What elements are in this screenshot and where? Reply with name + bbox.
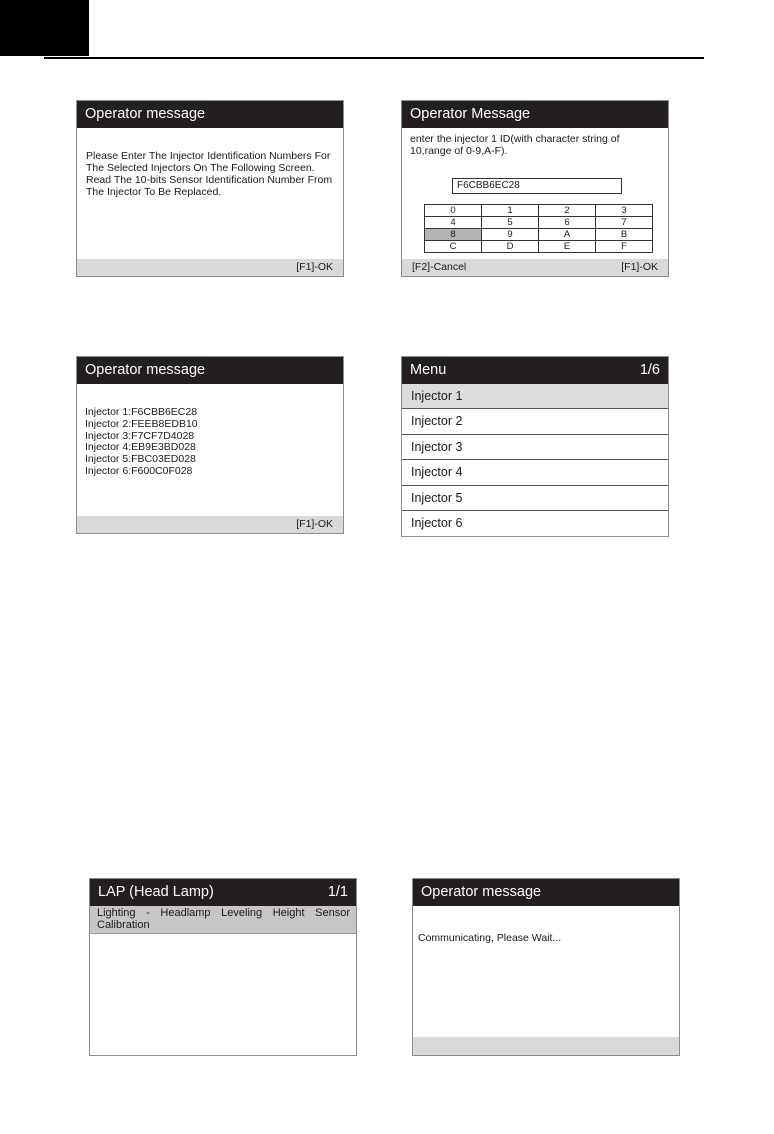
key-c[interactable]: C bbox=[425, 241, 482, 253]
footer-bar bbox=[402, 259, 668, 276]
screen-title: Operator message bbox=[85, 106, 206, 122]
screen-injector-menu bbox=[401, 356, 669, 537]
ok-button[interactable]: [F1]-OK bbox=[296, 261, 333, 273]
menu-item-injector-5[interactable]: Injector 5 bbox=[402, 486, 668, 511]
footer-bar bbox=[77, 516, 343, 533]
page-indicator: 1/6 bbox=[639, 362, 660, 378]
screen-title: Operator message bbox=[85, 362, 206, 378]
prompt-message bbox=[410, 133, 660, 157]
key-4[interactable]: 4 bbox=[425, 217, 482, 229]
title-bar bbox=[90, 879, 356, 906]
screen-communicating bbox=[412, 878, 680, 1056]
key-9[interactable]: 9 bbox=[482, 229, 539, 241]
page-corner-tab bbox=[0, 0, 89, 56]
key-5[interactable]: 5 bbox=[482, 217, 539, 229]
key-1[interactable]: 1 bbox=[482, 205, 539, 217]
key-3[interactable]: 3 bbox=[596, 205, 653, 217]
injector-id-line: Injector 3:F7CF7D4028 bbox=[85, 429, 195, 442]
key-f[interactable]: F bbox=[596, 241, 653, 253]
key-2[interactable]: 2 bbox=[539, 205, 596, 217]
injector-id-line: Injector 5:FBC03ED028 bbox=[85, 453, 196, 466]
key-8-selected[interactable]: 8 bbox=[425, 229, 482, 241]
screen-title: Menu bbox=[410, 362, 447, 378]
key-0[interactable]: 0 bbox=[425, 205, 482, 217]
title-bar bbox=[413, 879, 679, 906]
injector-id-input[interactable]: F6CBB6EC28 bbox=[452, 178, 622, 194]
prompt-line: enter the injector 1 ID(with character string of bbox=[410, 133, 620, 145]
ok-button[interactable]: [F1]-OK bbox=[621, 261, 658, 273]
footer-bar bbox=[413, 1037, 679, 1055]
injector-id-line: Injector 2:FEEB8EDB10 bbox=[85, 417, 198, 430]
title-bar bbox=[77, 357, 343, 384]
hex-keypad bbox=[424, 204, 653, 253]
message-line: Please Enter The Injector Identification Numbers For bbox=[86, 150, 331, 162]
footer-bar bbox=[77, 259, 343, 276]
menu-item-injector-3[interactable]: Injector 3 bbox=[402, 435, 668, 460]
injector-id-list bbox=[85, 407, 198, 478]
message-line: The Selected Injectors On The Following Screen. bbox=[86, 162, 315, 174]
injector-id-line: Injector 1:F6CBB6EC28 bbox=[85, 406, 198, 418]
key-b[interactable]: B bbox=[596, 229, 653, 241]
screen-head-lamp-menu bbox=[89, 878, 357, 1056]
header-rule bbox=[44, 57, 704, 59]
status-message: Communicating, Please Wait... bbox=[418, 932, 562, 944]
title-bar bbox=[402, 357, 668, 384]
key-e[interactable]: E bbox=[539, 241, 596, 253]
cancel-button[interactable]: [F2]-Cancel bbox=[412, 261, 467, 273]
menu-item-injector-4[interactable]: Injector 4 bbox=[402, 460, 668, 485]
key-a[interactable]: A bbox=[539, 229, 596, 241]
screen-injector-id-summary bbox=[76, 356, 344, 534]
menu-item-headlamp-calibration[interactable]: Lighting - Headlamp Leveling Height Sensor Calibration bbox=[90, 906, 356, 934]
screen-title: LAP (Head Lamp) bbox=[98, 884, 214, 900]
menu-item-injector-2[interactable]: Injector 2 bbox=[402, 409, 668, 434]
title-bar bbox=[402, 101, 668, 128]
injector-id-line: Injector 6:F600C0F028 bbox=[85, 464, 193, 477]
injector-id-line: Injector 4:EB9E3BD028 bbox=[85, 441, 196, 454]
screen-title: Operator message bbox=[421, 884, 542, 900]
key-6[interactable]: 6 bbox=[539, 217, 596, 229]
key-d[interactable]: D bbox=[482, 241, 539, 253]
page-indicator: 1/1 bbox=[327, 884, 348, 900]
ok-button[interactable]: [F1]-OK bbox=[296, 518, 333, 530]
menu-item-injector-6[interactable]: Injector 6 bbox=[411, 515, 463, 530]
title-bar bbox=[77, 101, 343, 128]
screen-title: Operator Message bbox=[410, 106, 531, 122]
message-line: Read The 10-bits Sensor Identification Number From bbox=[86, 174, 333, 186]
key-7[interactable]: 7 bbox=[596, 217, 653, 229]
screen-enter-injector-id bbox=[401, 100, 669, 277]
message-line: The Injector To Be Replaced. bbox=[86, 186, 222, 198]
prompt-line: 10,range of 0-9,A-F). bbox=[410, 145, 508, 157]
instruction-message bbox=[86, 150, 340, 198]
menu-item-injector-1[interactable]: Injector 1 bbox=[402, 384, 668, 409]
screen-operator-message-instructions bbox=[76, 100, 344, 277]
